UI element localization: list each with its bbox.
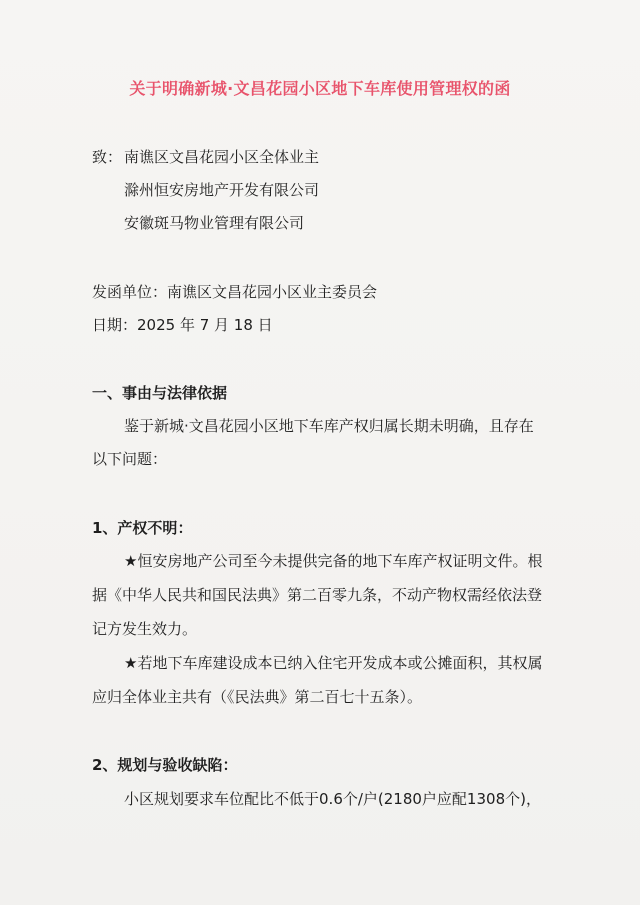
recipients-prefix: 致： — [92, 148, 123, 166]
subsection-heading: 1、产权不明： — [92, 519, 193, 537]
recipient-line: 滁州恒安房地产开发有限公司 — [124, 181, 320, 199]
section-heading: 一、事由与法律依据 — [92, 384, 228, 402]
paragraph-line: 记方发生效力。 — [92, 620, 198, 638]
sender-line: 发函单位：南谯区文昌花园小区业主委员会 — [92, 283, 378, 301]
document-title: 关于明确新城·文昌花园小区地下车库使用管理权的函 — [129, 79, 511, 98]
paragraph-line: 鉴于新城·文昌花园小区地下车库产权归属长期未明确，且存在 — [124, 417, 534, 435]
paragraph-line: 小区规划要求车位配比不低于0.6个/户(2180户应配1308个)， — [124, 790, 541, 808]
paragraph-line: ★若地下车库建设成本已纳入住宅开发成本或公摊面积，其权属 — [124, 654, 543, 672]
recipient-line: 安徽斑马物业管理有限公司 — [124, 214, 305, 232]
paragraph-line: 以下问题： — [92, 450, 168, 468]
subsection-heading: 2、规划与验收缺陷： — [92, 756, 238, 774]
date-line: 日期：2025 年 7 月 18 日 — [92, 316, 273, 334]
paragraph-line: 据《中华人民共和国民法典》第二百零九条，不动产物权需经依法登 — [92, 586, 543, 604]
paragraph-line: 应归全体业主共有（《民法典》第二百七十五条）。 — [92, 688, 423, 706]
recipient-line: 南谯区文昌花园小区全体业主 — [124, 148, 320, 166]
paragraph-line: ★恒安房地产公司至今未提供完备的地下车库产权证明文件。根 — [124, 552, 543, 570]
